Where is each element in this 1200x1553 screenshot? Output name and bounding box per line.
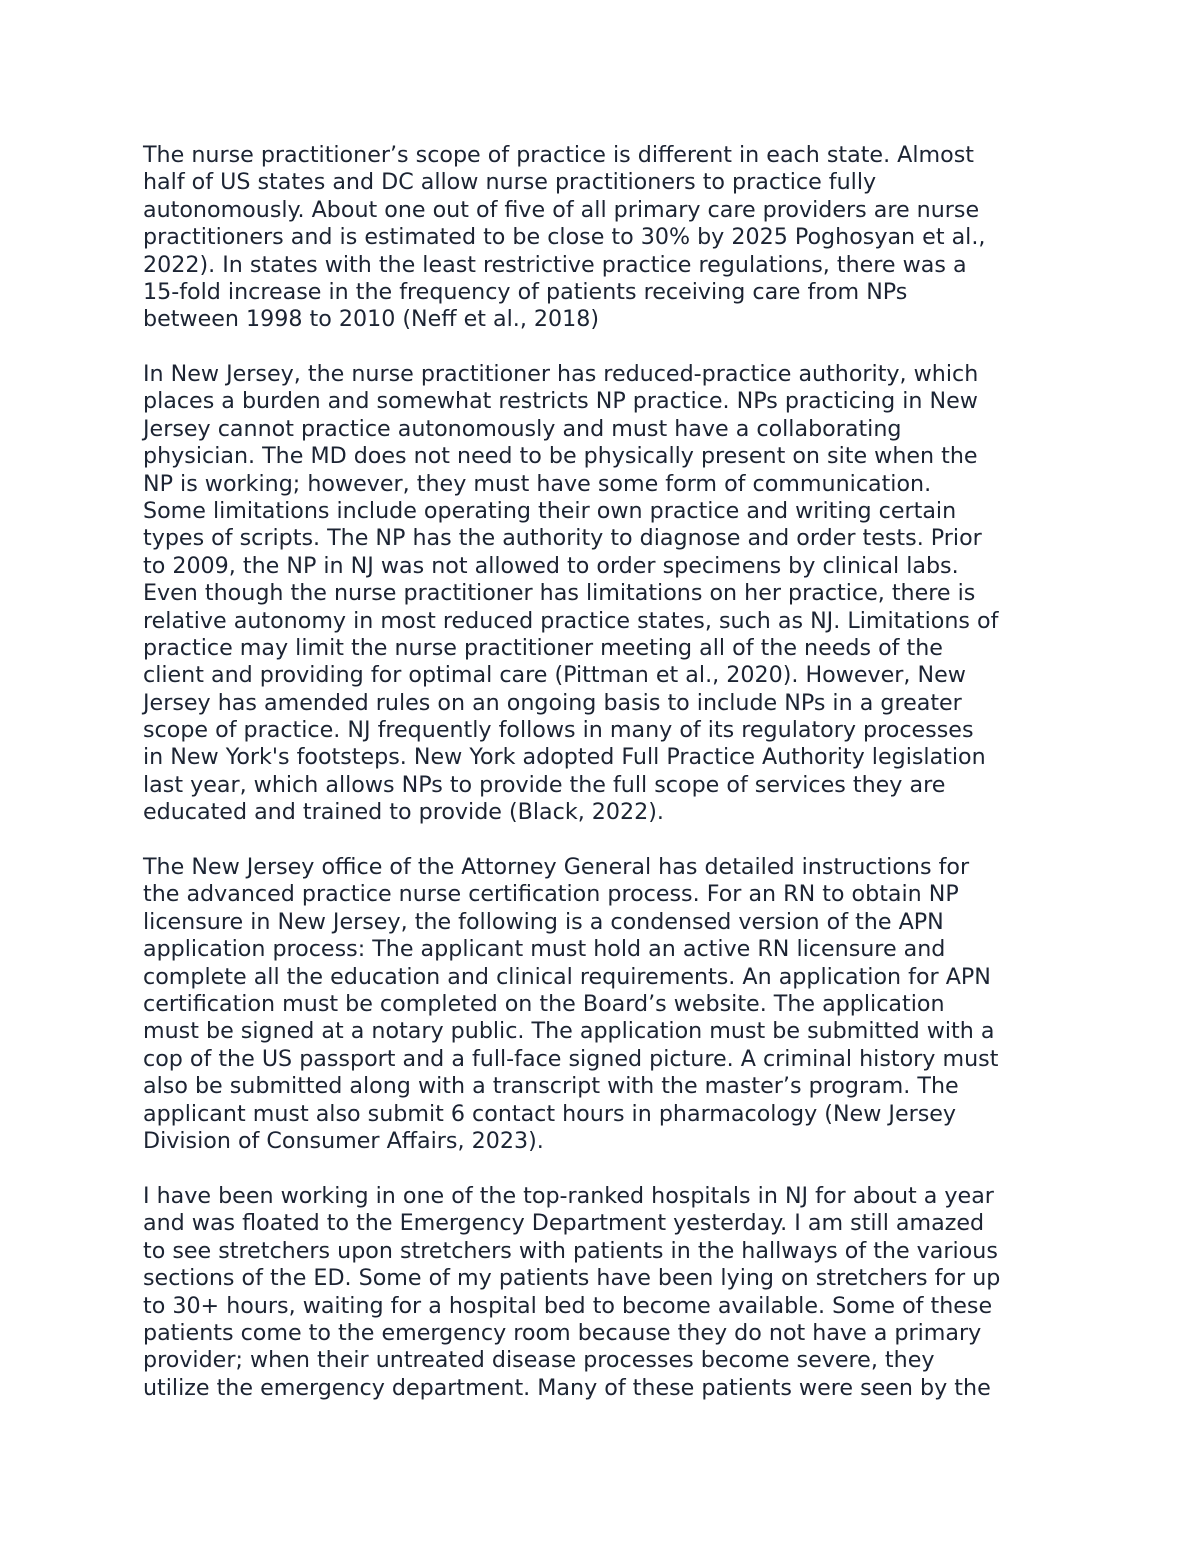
- text-line: practitioners and is estimated to be close to 30% by 2025 Poghosyan et al.,: [143, 224, 986, 251]
- paragraph-scope-of-practice: [143, 142, 1083, 334]
- text-line: cop of the US passport and a full-face signed picture. A criminal history must: [143, 1045, 999, 1072]
- paragraph-personal-experience: [143, 1183, 1083, 1402]
- text-line: complete all the education and clinical requirements. An application for APN: [143, 963, 991, 990]
- text-line: Jersey has amended rules on an ongoing basis to include NPs in a greater: [143, 689, 962, 716]
- text-line: the advanced practice nurse certification process. For an RN to obtain NP: [143, 881, 959, 908]
- text-line: types of scripts. The NP has the authority to diagnose and order tests. Prior: [143, 525, 982, 552]
- text-line: places a burden and somewhat restricts NP practice. NPs practicing in New: [143, 388, 978, 415]
- text-line: physician. The MD does not need to be physically present on site when the: [143, 443, 978, 470]
- text-line: in New York's footsteps. New York adopted Full Practice Authority legislation: [143, 744, 986, 771]
- paragraph-new-jersey-authority: [143, 361, 1083, 827]
- text-line: last year, which allows NPs to provide the full scope of services they are: [143, 771, 946, 798]
- text-line: application process: The applicant must hold an active RN licensure and: [143, 936, 946, 963]
- text-line: Jersey cannot practice autonomously and must have a collaborating: [143, 415, 902, 442]
- text-line: The New Jersey office of the Attorney General has detailed instructions for: [143, 854, 970, 880]
- text-line: client and providing for optimal care (Pittman et al., 2020). However, New: [143, 662, 966, 689]
- text-line: and was floated to the Emergency Department yesterday. I am still amazed: [143, 1210, 985, 1237]
- text-line: scope of practice. NJ frequently follows in many of its regulatory processes: [143, 717, 974, 744]
- text-line: to 2009, the NP in NJ was not allowed to order specimens by clinical labs.: [143, 552, 959, 579]
- text-line: licensure in New Jersey, the following is a condensed version of the APN: [143, 908, 944, 935]
- text-line: applicant must also submit 6 contact hours in pharmacology (New Jersey: [143, 1100, 957, 1127]
- text-line: The nurse practitioner’s scope of practice is different in each state. Almost: [143, 142, 974, 168]
- text-line: provider; when their untreated disease processes become severe, they: [143, 1347, 935, 1374]
- text-line: between 1998 to 2010 (Neff et al., 2018): [143, 306, 600, 333]
- text-line: 15-fold increase in the frequency of patients receiving care from NPs: [143, 278, 908, 305]
- text-line: practice may limit the nurse practitioner meeting all of the needs of the: [143, 634, 943, 661]
- text-line: autonomously. About one out of five of all primary care providers are nurse: [143, 196, 980, 223]
- text-line: In New Jersey, the nurse practitioner has reduced-practice authority, which: [143, 361, 979, 387]
- text-line: certification must be completed on the Board’s website. The application: [143, 990, 945, 1017]
- text-line: patients come to the emergency room because they do not have a primary: [143, 1319, 982, 1346]
- text-line: 2022). In states with the least restrictive practice regulations, there was a: [143, 251, 967, 278]
- text-line: utilize the emergency department. Many of these patients were seen by the: [143, 1374, 991, 1401]
- text-line: Some limitations include operating their own practice and writing certain: [143, 497, 957, 524]
- text-line: sections of the ED. Some of my patients have been lying on stretchers for up: [143, 1265, 1001, 1292]
- text-line: to see stretchers upon stretchers with patients in the hallways of the various: [143, 1237, 998, 1264]
- text-line: relative autonomy in most reduced practice states, such as NJ. Limitations of: [143, 607, 999, 634]
- text-line: half of US states and DC allow nurse practitioners to practice fully: [143, 169, 877, 196]
- text-line: also be submitted along with a transcript with the master’s program. The: [143, 1073, 959, 1100]
- text-line: I have been working in one of the top-ranked hospitals in NJ for about a year: [143, 1183, 994, 1209]
- text-line: to 30+ hours, waiting for a hospital bed to become available. Some of these: [143, 1292, 993, 1319]
- text-line: Division of Consumer Affairs, 2023).: [143, 1127, 544, 1154]
- text-line: Even though the nurse practitioner has limitations on her practice, there is: [143, 580, 976, 607]
- text-line: must be signed at a notary public. The application must be submitted with a: [143, 1018, 995, 1045]
- text-line: NP is working; however, they must have some form of communication.: [143, 470, 932, 497]
- text-line: educated and trained to provide (Black, 2022).: [143, 799, 664, 826]
- paragraph-certification-process: [143, 854, 1083, 1155]
